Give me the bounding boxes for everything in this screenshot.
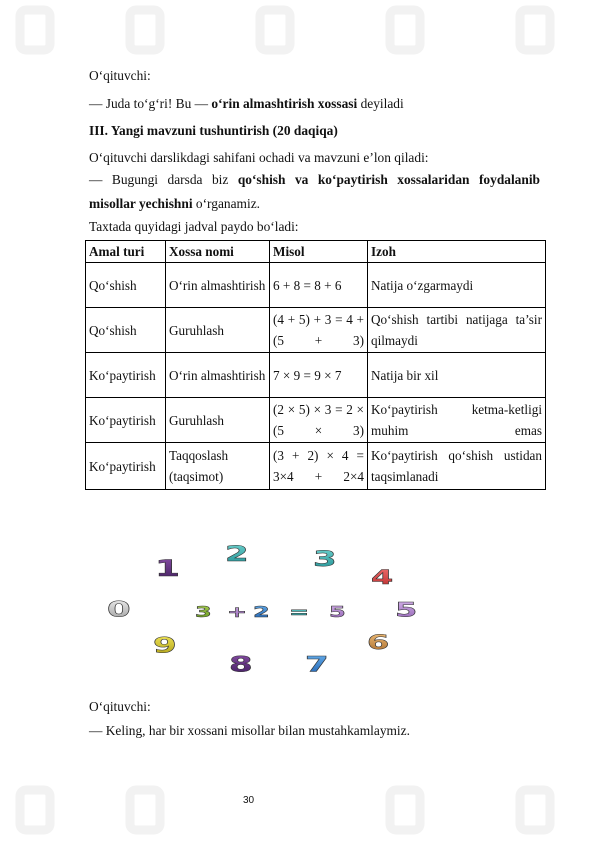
digit-4: 4 <box>371 566 394 590</box>
table-cell: Qo‘shish <box>86 263 166 308</box>
table-cell: Guruhlash <box>166 308 270 353</box>
table-row <box>86 353 546 398</box>
table-cell: (3 + 2) × 4 = 3×4 + 2×4 <box>270 443 368 490</box>
table-cell: Guruhlash <box>166 398 270 443</box>
equation-b: 2 <box>253 602 270 621</box>
text-span: — Juda to‘g‘ri! Bu — <box>89 96 209 111</box>
digit-9: 9 <box>153 633 177 658</box>
equation-a: 3 <box>195 602 212 621</box>
table-row <box>86 263 546 308</box>
paragraph-line-6 <box>89 195 260 212</box>
table-cell: Qo‘shish <box>86 308 166 353</box>
section-heading: III. Yangi mavzuni tushuntirish (20 daqiqa) <box>89 123 338 138</box>
table-cell: O‘rin almashtirish <box>166 353 270 398</box>
properties-table <box>85 240 546 490</box>
bold-term: qo‘shish va ko‘paytirish xossalaridan foydalanib <box>237 172 540 187</box>
table-cell: 7 × 9 = 9 × 7 <box>270 353 368 398</box>
table-cell: Ko‘paytirish <box>86 398 166 443</box>
paragraph-line-2 <box>89 95 404 112</box>
table-cell: (2 × 5) × 3 = 2 × (5 × 3) <box>270 398 368 443</box>
paragraph-line-4: O‘qituvchi darslikdagi sahifani ochadi va mavzuni e’lon qiladi: <box>89 150 429 165</box>
table-cell: (4 + 5) + 3 = 4 + (5 + 3) <box>270 308 368 353</box>
table-row <box>86 443 546 490</box>
table-cell: Ko‘paytirish <box>86 353 166 398</box>
teacher-label-1: O‘qituvchi: <box>89 68 151 83</box>
table-cell: Ko‘paytirish <box>86 443 166 490</box>
teacher-label-2: O‘qituvchi: <box>89 699 151 714</box>
paragraph-line-9: — Keling, har bir xossani misollar bilan mustahkamlaymiz. <box>89 723 410 738</box>
table-cell: Natija bir xil <box>368 353 546 398</box>
table-header-row <box>86 241 546 263</box>
digit-2: 2 <box>225 541 249 567</box>
table-cell: Ko‘paytirish qo‘shish ustidan taqsimlanadi <box>368 443 546 490</box>
table-cell: Taqqoslash (taqsimot) <box>166 443 270 490</box>
text-span: o‘rganamiz. <box>195 196 260 211</box>
table-cell: O‘rin almashtirish <box>166 263 270 308</box>
table-cell: Ko‘paytirish ketma-ketligi muhim emas <box>368 398 546 443</box>
paragraph-line-7: Taxtada quyidagi jadval paydo bo‘ladi: <box>89 219 299 234</box>
digit-3-top: 3 <box>313 546 337 572</box>
bold-term: o‘rin almashtirish xossasi <box>211 96 358 111</box>
bold-term: misollar yechishni <box>89 196 193 211</box>
header-cell: Izoh <box>368 241 546 263</box>
numbers-illustration <box>105 525 435 690</box>
digit-6: 6 <box>367 631 390 655</box>
equation-plus: + <box>227 602 248 621</box>
table-cell: Qo‘shish tartibi natijaga ta’sir qilmaydi <box>368 308 546 353</box>
page-number: 30 <box>243 795 255 806</box>
digit-7: 7 <box>305 651 329 677</box>
header-cell: Amal turi <box>86 241 166 263</box>
equation-eq: = <box>289 602 310 621</box>
text-span: deyiladi <box>360 96 404 111</box>
text-span: — Bugungi darsda biz <box>89 172 229 187</box>
digit-5: 5 <box>395 598 418 622</box>
header-cell: Misol <box>270 241 368 263</box>
digit-8: 8 <box>229 651 253 677</box>
table-row <box>86 398 546 443</box>
table-cell: 6 + 8 = 8 + 6 <box>270 263 368 308</box>
equation-c: 5 <box>329 602 346 621</box>
digit-0: 0 <box>107 597 131 622</box>
table-cell: Natija o‘zgarmaydi <box>368 263 546 308</box>
paragraph-line-5 <box>89 171 540 188</box>
header-cell: Xossa nomi <box>166 241 270 263</box>
digit-1: 1 <box>155 555 181 582</box>
table-row <box>86 308 546 353</box>
